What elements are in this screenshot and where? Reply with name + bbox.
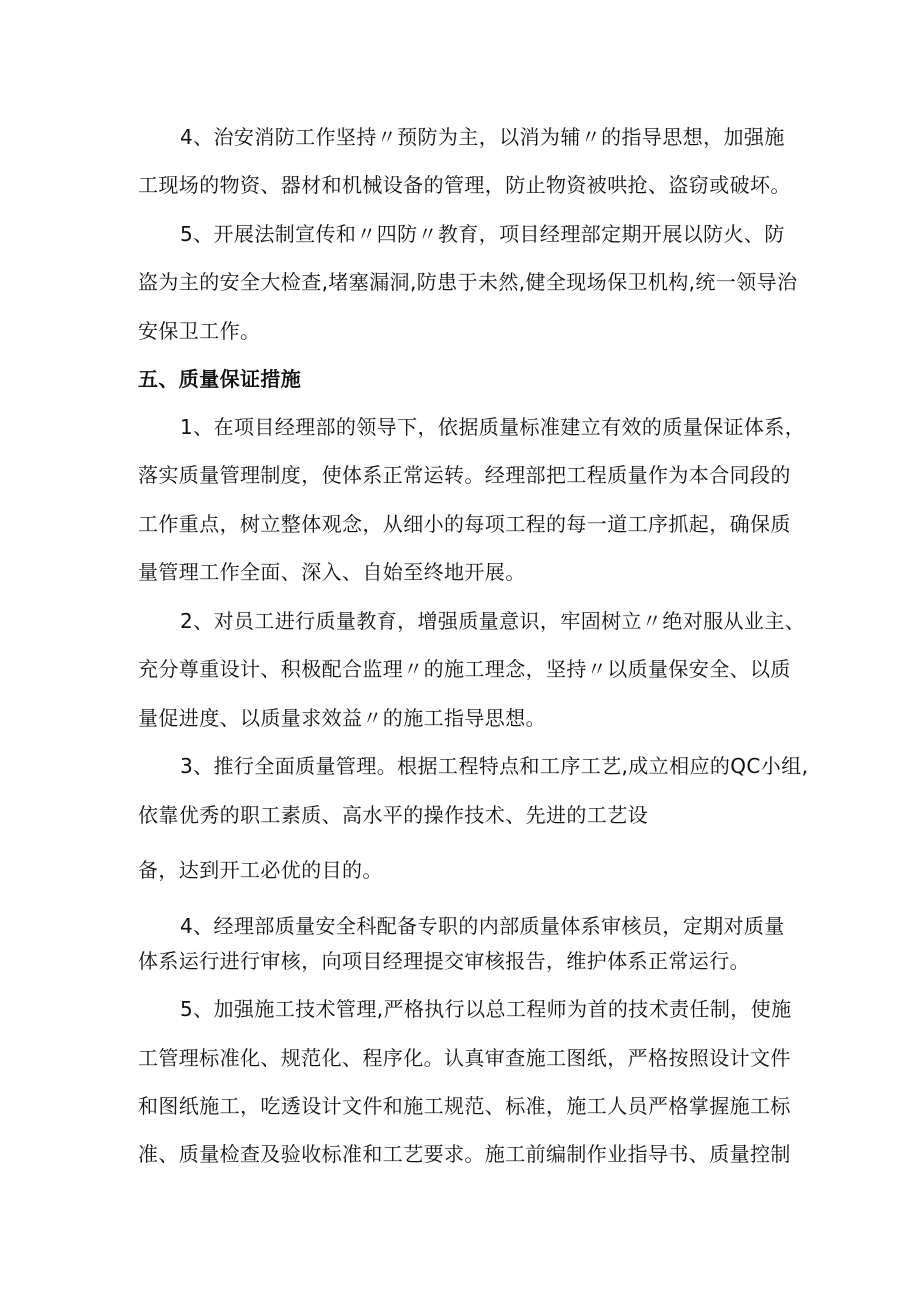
paragraph-line: 2、对员工进行质量教育，增强质量意识，牢固树立〃绝对服从业主、 xyxy=(180,609,806,633)
paragraph-line: 准、质量检查及验收标准和工艺要求。施工前编制作业指导书、质量控制 xyxy=(138,1142,791,1166)
paragraph-line: 备，达到开工必优的目的。 xyxy=(138,858,383,882)
paragraph-line: 充分尊重设计、积极配合监理〃的施工理念，坚持〃以质量保安全、以质 xyxy=(138,657,791,681)
paragraph-line: 工现场的物资、器材和机械设备的管理，防止物资被哄抢、盗窃或破坏。 xyxy=(138,173,791,197)
paragraph-line: 4、经理部质量安全科配备专职的内部质量体系审核员，定期对质量 xyxy=(180,914,785,938)
paragraph-line: 落实质量管理制度，使体系正常运转。经理部把工程质量作为本合同段的 xyxy=(138,463,791,487)
paragraph-line: 量管理工作全面、深入、自始至终地开展。 xyxy=(138,560,526,584)
paragraph-line: 盗为主的安全大检查,堵塞漏洞,防患于未然,健全现场保卫机构,统一领导治 xyxy=(138,270,798,294)
paragraph-line: 依靠优秀的职工素质、高水平的操作技术、先进的工艺设 xyxy=(138,803,648,827)
paragraph-line: 5、开展法制宣传和〃四防〃教育，项目经理部定期开展以防火、防 xyxy=(180,222,785,246)
paragraph-line: 3、推行全面质量管理。根据工程特点和工序工艺,成立相应的QC小组, xyxy=(180,754,809,778)
paragraph-line: 工作重点，树立整体观念，从细小的每项工程的每一道工序抓起，确保质 xyxy=(138,512,791,536)
paragraph-line: 1、在项目经理部的领导下，依据质量标准建立有效的质量保证体系， xyxy=(180,415,806,439)
paragraph-line: 体系运行进行审核，向项目经理提交审核报告，维护体系正常运行。 xyxy=(138,949,750,973)
paragraph-line: 5、加强施工技术管理,严格执行以总工程师为首的技术责任制，使施 xyxy=(180,997,792,1021)
paragraph-line: 和图纸施工，吃透设计文件和施工规范、标准，施工人员严格掌握施工标 xyxy=(138,1094,791,1118)
paragraph-line: 量促进度、以质量求效益〃的施工指导思想。 xyxy=(138,706,546,730)
paragraph-line: 4、治安消防工作坚持〃预防为主，以消为辅〃的指导思想，加强施 xyxy=(180,125,785,149)
paragraph-line: 安保卫工作。 xyxy=(138,319,261,343)
paragraph-line: 工管理标准化、规范化、程序化。认真审查施工图纸，严格按照设计文件 xyxy=(138,1046,791,1070)
section-heading: 五、质量保证措施 xyxy=(138,367,302,391)
